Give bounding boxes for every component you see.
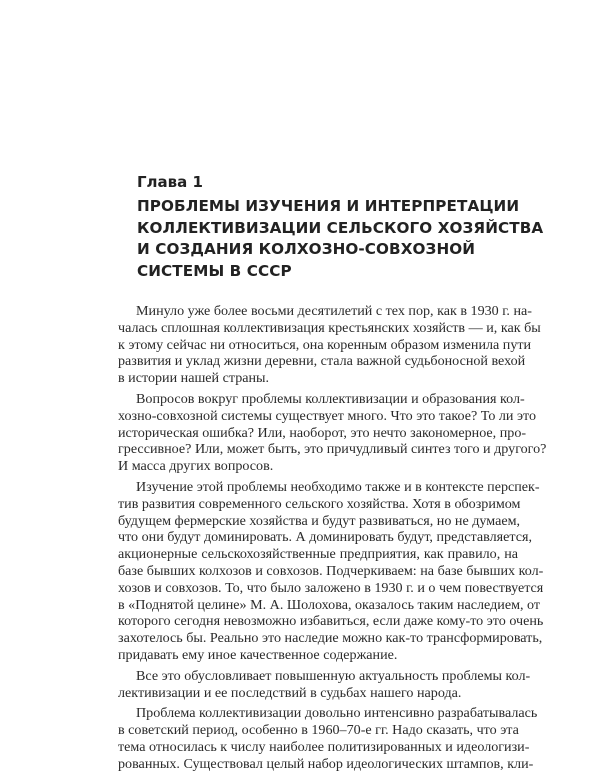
text-line: историческая ошибка? Или, наоборот, это нечто закономерное, про- — [118, 424, 527, 441]
text-line: Все это обусловливает повышенную актуальность проблемы кол- — [136, 667, 531, 684]
text-line: рованных. Существовал целый набор идеологических штампов, кли- — [118, 755, 534, 772]
text-line: в «Поднятой целине» М. А. Шолохова, оказалось таким наследием, от — [118, 596, 541, 613]
text-line: будущем фермерские хозяйства и будут развиваться, но не думаем, — [118, 512, 521, 529]
text-line: чалась сплошная коллективизация крестьянских хозяйств — и, как бы — [118, 319, 541, 336]
text-line: акционерные сельскохозяйственные предприятия, как правило, на — [118, 546, 518, 563]
chapter-title — [137, 196, 544, 282]
chapter-title-line: СИСТЕМЫ В СССР — [137, 261, 292, 280]
text-line: Проблема коллективизации довольно интенсивно разрабатывалась — [136, 705, 538, 722]
text-line: которого сегодня невозможно избавиться, если даже кому-то это очень — [118, 613, 544, 630]
paragraph — [118, 667, 531, 702]
text-line: Минуло уже более восьми десятилетий с тех пор, как в 1930 г. на- — [136, 303, 532, 319]
text-line: грессивное? Или, может быть, это причудливый синтез того и другого? — [118, 441, 547, 458]
text-line: придавать ему иное качественное содержание. — [118, 646, 398, 663]
text-line: Изучение этой проблемы необходимо также и в контексте перспек- — [136, 478, 540, 495]
text-line: к этому сейчас ни относиться, она коренным образом изменила пути — [118, 336, 532, 353]
text-line: развития и уклад жизни деревни, стала важной судьбоносной вехой — [118, 353, 526, 370]
text-line: захотелось бы. Реально это наследие можно как-то трансформировать, — [118, 630, 543, 647]
chapter-title-line: КОЛЛЕКТИВИЗАЦИИ СЕЛЬСКОГО ХОЗЯЙСТВА — [137, 218, 544, 237]
chapter-label: Глава 1 — [137, 173, 203, 191]
text-line: тема относилась к числу наиболее политизированных и идеологизи- — [118, 738, 530, 755]
text-line: хозно-совхозной системы существует много. Что это такое? То ли это — [118, 407, 537, 424]
text-line: базе бывших колхозов и совхозов. Подчеркиваем: на базе бывших кол- — [118, 562, 544, 579]
body-text — [118, 303, 547, 777]
text-line: в истории нашей страны. — [118, 370, 270, 387]
paragraph — [118, 705, 538, 772]
paragraph — [118, 478, 544, 664]
text-line: хозов и совхозов. То, что было заложено в 1930 г. и о чем повествуется — [118, 579, 544, 596]
paragraph — [118, 303, 541, 387]
text-line: что они будут доминировать. А доминировать будут, представляется, — [118, 529, 532, 546]
paragraph — [118, 390, 547, 475]
chapter-title-line: И СОЗДАНИЯ КОЛХОЗНО-СОВХОЗНОЙ — [137, 240, 476, 258]
text-line: лективизации и ее последствий в судьбах нашего народа. — [118, 684, 462, 701]
text-line: И масса других вопросов. — [118, 458, 274, 475]
text-line: Вопросов вокруг проблемы коллективизации и образования кол- — [136, 390, 525, 407]
text-line: тив развития современного сельского хозяйства. Хотя в обозримом — [118, 495, 521, 512]
text-line: в советский период, особенно в 1960–70-е гг. Надо сказать, что эта — [118, 722, 519, 739]
chapter-title-line: ПРОБЛЕМЫ ИЗУЧЕНИЯ И ИНТЕРПРЕТАЦИИ — [137, 197, 520, 215]
